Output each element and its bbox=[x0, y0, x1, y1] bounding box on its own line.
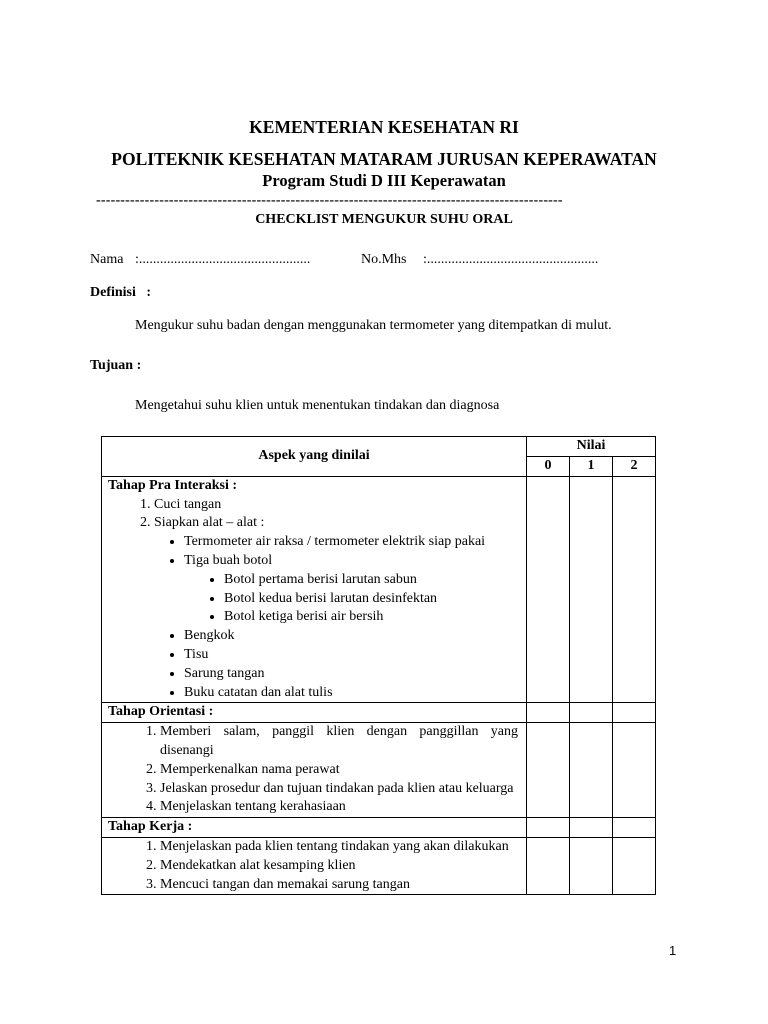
list-item: • Sarung tangan bbox=[184, 665, 518, 684]
list-item: • Botol kedua berisi larutan desinfektan bbox=[224, 590, 516, 609]
score-cell-1[interactable] bbox=[570, 818, 613, 838]
name-field[interactable]: :................................................. bbox=[135, 252, 311, 267]
orientasi-title: Tahap Orientasi : bbox=[102, 703, 527, 723]
table-row bbox=[102, 837, 656, 894]
score-cell-2[interactable] bbox=[613, 723, 656, 818]
kerja-cell bbox=[102, 837, 527, 894]
score-cell-2[interactable] bbox=[613, 837, 656, 894]
list-item: 3. Mencuci tangan dan memakai sarung tangan bbox=[160, 876, 520, 895]
list-item: 4. Menjelaskan tentang kerahasiaan bbox=[160, 798, 520, 817]
ministry-heading: KEMENTERIAN KESEHATAN RI bbox=[249, 117, 519, 137]
list-item: • Buku catatan dan alat tulis bbox=[184, 684, 518, 703]
orientasi-cell bbox=[102, 723, 527, 818]
list-item: 2. Mendekatkan alat kesamping klien bbox=[160, 857, 520, 876]
list-item-label: Siapkan alat – alat : bbox=[154, 515, 265, 531]
score-0-header: 0 bbox=[527, 457, 570, 477]
score-cell-1[interactable] bbox=[570, 837, 613, 894]
score-cell-2[interactable] bbox=[613, 818, 656, 838]
list-item: 1. Memberi salam, panggil klien dengan panggillan yang disenangi bbox=[160, 723, 520, 761]
score-cell-0[interactable] bbox=[527, 837, 570, 894]
pra-interaksi-title: Tahap Pra Interaksi : bbox=[108, 477, 238, 493]
definisi-label: Definisi : bbox=[90, 285, 152, 300]
name-label: Nama bbox=[90, 252, 124, 267]
list-item: • Bengkok bbox=[184, 627, 518, 646]
page-number: 1 bbox=[669, 943, 677, 958]
table-row bbox=[102, 703, 656, 723]
tujuan-label: Tujuan : bbox=[90, 358, 142, 373]
score-1-header: 1 bbox=[570, 457, 613, 477]
score-cell-1[interactable] bbox=[570, 703, 613, 723]
checklist-title: CHECKLIST MENGUKUR SUHU ORAL bbox=[255, 212, 513, 227]
score-cell-0[interactable] bbox=[527, 476, 570, 703]
score-header: Nilai bbox=[527, 437, 656, 457]
score-cell-0[interactable] bbox=[527, 703, 570, 723]
score-cell-0[interactable] bbox=[527, 818, 570, 838]
aspect-header: Aspek yang dinilai bbox=[102, 437, 527, 477]
score-cell-0[interactable] bbox=[527, 723, 570, 818]
list-item: 3. Jelaskan prosedur dan tujuan tindakan pada klien atau keluarga bbox=[160, 780, 520, 799]
score-cell-2[interactable] bbox=[613, 703, 656, 723]
score-cell-1[interactable] bbox=[570, 476, 613, 703]
list-item: • Botol pertama berisi larutan sabun bbox=[224, 571, 516, 590]
pra-interaksi-cell bbox=[102, 476, 527, 703]
list-item: • Termometer air raksa / termometer elektrik siap pakai bbox=[184, 533, 518, 552]
table-row bbox=[102, 476, 656, 703]
nim-label: No.Mhs bbox=[361, 252, 407, 267]
list-item bbox=[154, 514, 520, 702]
list-item bbox=[184, 552, 518, 627]
table-row bbox=[102, 818, 656, 838]
score-cell-1[interactable] bbox=[570, 723, 613, 818]
score-2-header: 2 bbox=[613, 457, 656, 477]
list-item: • Tisu bbox=[184, 646, 518, 665]
list-item: 2. Memperkenalkan nama perawat bbox=[160, 761, 520, 780]
definisi-text: Mengukur suhu badan dengan menggunakan termometer yang ditempatkan di mulut. bbox=[135, 318, 612, 333]
list-item: 1. Menjelaskan pada klien tentang tindakan yang akan dilakukan bbox=[160, 838, 520, 857]
list-item: • Botol ketiga berisi air bersih bbox=[224, 608, 516, 627]
tujuan-text: Mengetahui suhu klien untuk menentukan tindakan dan diagnosa bbox=[135, 398, 500, 413]
institution-heading: POLITEKNIK KESEHATAN MATARAM JURUSAN KEPERAWATAN bbox=[111, 149, 657, 169]
checklist-table bbox=[101, 436, 656, 895]
program-heading: Program Studi D III Keperawatan bbox=[262, 171, 506, 190]
nim-field[interactable]: :................................................. bbox=[423, 252, 599, 267]
table-row bbox=[102, 723, 656, 818]
kerja-title: Tahap Kerja : bbox=[102, 818, 527, 838]
header-separator: ------------------------------------------------------------------------------------------------ bbox=[96, 193, 563, 208]
list-item: 1. Cuci tangan bbox=[154, 496, 520, 515]
list-item-label: Tiga buah botol bbox=[184, 552, 273, 568]
score-cell-2[interactable] bbox=[613, 476, 656, 703]
